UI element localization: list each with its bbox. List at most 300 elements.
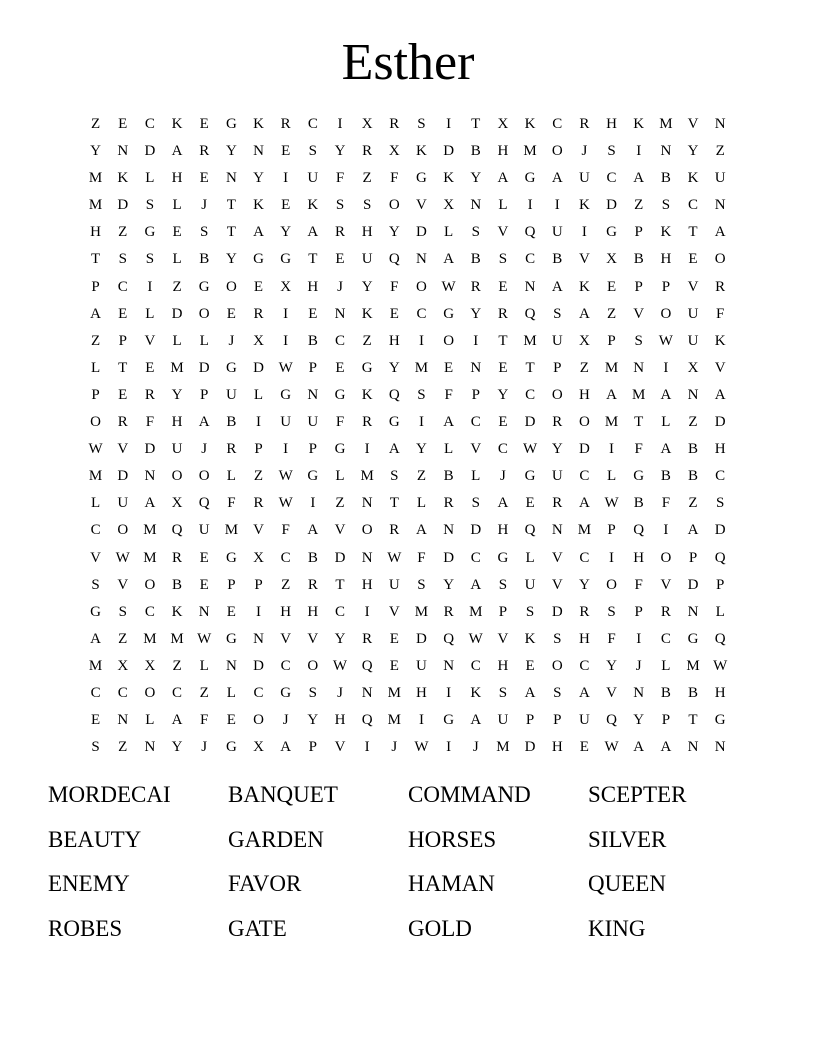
- grid-letter: N: [225, 170, 237, 187]
- grid-letter: B: [633, 495, 644, 512]
- grid-letter: C: [497, 441, 508, 458]
- grid-letter: X: [606, 251, 617, 268]
- grid-letter: Q: [524, 305, 536, 322]
- grid-letter: B: [172, 576, 183, 593]
- grid-letter: S: [471, 495, 480, 512]
- grid-letter: R: [362, 630, 373, 647]
- grid-letter: O: [90, 414, 101, 431]
- grid-letter: T: [471, 116, 481, 132]
- grid-letter: U: [524, 576, 536, 593]
- grid-letter: C: [715, 468, 726, 485]
- grid-letter: S: [118, 251, 127, 268]
- grid-letter: N: [117, 143, 129, 160]
- grid-letter: G: [198, 278, 210, 295]
- grid-letter: E: [308, 305, 318, 322]
- grid-letter: O: [117, 522, 129, 539]
- grid-letter: G: [225, 739, 237, 756]
- grid-letter: W: [115, 549, 130, 566]
- grid-letter: I: [609, 549, 615, 566]
- grid-row: [82, 111, 734, 138]
- grid-letter: S: [553, 684, 562, 701]
- grid-letter: K: [361, 305, 373, 322]
- grid-letter: S: [417, 386, 426, 403]
- grid-letter: J: [337, 278, 343, 295]
- grid-letter: R: [715, 278, 726, 295]
- grid-letter: L: [444, 441, 454, 458]
- grid-letter: F: [200, 712, 209, 729]
- grid-letter: W: [468, 630, 483, 647]
- grid-letter: D: [334, 549, 346, 566]
- grid-letter: P: [200, 386, 209, 403]
- grid-letter: M: [360, 468, 374, 485]
- grid-letter: D: [416, 630, 427, 647]
- grid-letter: N: [524, 278, 536, 295]
- grid-letter: V: [714, 359, 726, 376]
- grid-letter: R: [579, 603, 590, 620]
- grid-letter: R: [280, 116, 291, 132]
- grid-letter: N: [714, 116, 726, 132]
- grid-letter: N: [443, 657, 455, 674]
- grid-letter: M: [496, 739, 510, 756]
- grid-letter: U: [307, 170, 319, 187]
- grid-letter: I: [283, 441, 289, 458]
- grid-letter: C: [90, 522, 101, 539]
- grid-row: [82, 707, 734, 734]
- grid-letter: R: [334, 224, 345, 241]
- grid-letter: R: [117, 414, 128, 431]
- grid-letter: D: [714, 414, 726, 431]
- grid-letter: Y: [687, 143, 699, 160]
- grid-letter: A: [660, 739, 672, 756]
- grid-letter: H: [334, 712, 346, 729]
- grid-letter: W: [88, 441, 103, 458]
- grid-letter: R: [443, 603, 454, 620]
- grid-letter: R: [497, 305, 508, 322]
- grid-letter: E: [579, 739, 589, 756]
- grid-letter: O: [253, 712, 264, 729]
- grid-letter: P: [308, 359, 317, 376]
- grid-letter: D: [117, 197, 129, 214]
- grid-letter: F: [417, 549, 426, 566]
- grid-letter: I: [554, 197, 560, 214]
- grid-letter: E: [199, 549, 209, 566]
- grid-letter: C: [470, 414, 481, 431]
- word-list: [48, 773, 768, 951]
- grid-letter: G: [144, 224, 156, 241]
- grid-letter: L: [172, 251, 182, 268]
- grid-letter: A: [714, 386, 726, 403]
- grid-letter: F: [145, 414, 155, 431]
- grid-letter: K: [443, 170, 455, 187]
- grid-letter: P: [227, 576, 236, 593]
- grid-letter: L: [661, 657, 671, 674]
- grid-letter: J: [282, 712, 289, 729]
- grid-letter: X: [144, 657, 156, 674]
- grid-letter: D: [714, 522, 726, 539]
- grid-letter: M: [143, 522, 157, 539]
- grid-letter: F: [281, 522, 290, 539]
- grid-letter: W: [604, 495, 619, 512]
- grid-letter: Y: [578, 576, 590, 593]
- grid-letter: K: [361, 386, 373, 403]
- grid-letter: Y: [334, 630, 346, 647]
- grid-letter: E: [118, 305, 128, 322]
- grid-letter: S: [471, 224, 480, 241]
- grid-letter: Y: [171, 386, 183, 403]
- grid-letter: L: [444, 224, 454, 241]
- grid-letter: W: [387, 549, 402, 566]
- grid-letter: Q: [361, 712, 373, 729]
- grid-letter: O: [416, 278, 427, 295]
- grid-letter: H: [171, 170, 183, 187]
- grid-letter: K: [660, 224, 672, 241]
- grid-row: [82, 572, 734, 599]
- grid-letter: E: [118, 386, 128, 403]
- grid-letter: V: [497, 224, 509, 241]
- letter-grid: [82, 111, 734, 761]
- grid-letter: U: [714, 170, 726, 187]
- grid-letter: N: [714, 739, 726, 756]
- grid-letter: A: [90, 630, 101, 647]
- grid-letter: O: [551, 143, 563, 160]
- grid-letter: N: [551, 522, 563, 539]
- grid-letter: T: [335, 576, 345, 593]
- grid-letter: E: [389, 630, 399, 647]
- grid-letter: M: [387, 712, 401, 729]
- grid-letter: C: [416, 305, 427, 322]
- grid-letter: W: [658, 332, 673, 349]
- grid-letter: O: [198, 305, 210, 322]
- grid-letter: X: [687, 359, 699, 376]
- grid-letter: K: [524, 630, 536, 647]
- grid-letter: H: [361, 224, 373, 241]
- grid-letter: T: [688, 712, 698, 729]
- grid-letter: H: [497, 657, 509, 674]
- grid-letter: E: [172, 224, 182, 241]
- grid-letter: I: [147, 278, 153, 295]
- grid-letter: V: [687, 116, 699, 132]
- grid-letter: E: [226, 712, 236, 729]
- grid-letter: R: [253, 305, 264, 322]
- grid-letter: Y: [470, 305, 482, 322]
- grid-letter: C: [525, 386, 536, 403]
- grid-letter: M: [686, 657, 700, 674]
- grid-letter: T: [389, 495, 399, 512]
- grid-row: [82, 436, 734, 463]
- grid-letter: G: [225, 549, 237, 566]
- grid-letter: G: [388, 414, 400, 431]
- grid-letter: G: [307, 468, 319, 485]
- grid-letter: P: [254, 441, 263, 458]
- grid-letter: T: [688, 224, 698, 241]
- grid-letter: V: [687, 278, 699, 295]
- grid-letter: L: [525, 549, 535, 566]
- grid-letter: G: [280, 386, 292, 403]
- grid-letter: V: [253, 522, 264, 539]
- grid-letter: D: [524, 414, 536, 431]
- word-list-item: GARDEN: [228, 826, 324, 852]
- grid-letter: A: [470, 576, 482, 593]
- grid-letter: Z: [118, 630, 128, 647]
- grid-letter: E: [335, 251, 345, 268]
- grid-letter: M: [523, 143, 537, 160]
- grid-letter: R: [443, 495, 454, 512]
- grid-letter: Y: [334, 143, 346, 160]
- grid-letter: O: [144, 576, 156, 593]
- grid-letter: R: [307, 576, 318, 593]
- grid-letter: S: [716, 495, 725, 512]
- grid-letter: A: [253, 224, 264, 241]
- grid-letter: N: [443, 522, 455, 539]
- grid-letter: H: [416, 684, 427, 701]
- grid-letter: K: [307, 197, 319, 214]
- grid-letter: H: [606, 116, 617, 132]
- grid-letter: M: [604, 414, 619, 431]
- grid-letter: W: [414, 739, 429, 756]
- grid-letter: N: [307, 386, 319, 403]
- grid-letter: R: [253, 495, 264, 512]
- grid-letter: I: [446, 116, 452, 132]
- grid-letter: S: [200, 224, 209, 241]
- grid-letter: C: [334, 332, 345, 349]
- grid-letter: T: [634, 414, 644, 431]
- grid-letter: E: [335, 359, 345, 376]
- grid-letter: N: [714, 197, 726, 214]
- grid-letter: L: [145, 305, 155, 322]
- grid-letter: T: [226, 224, 236, 241]
- grid-letter: Z: [634, 197, 644, 214]
- grid-letter: T: [118, 359, 128, 376]
- grid-letter: M: [577, 522, 592, 539]
- grid-letter: V: [633, 305, 645, 322]
- grid-letter: A: [551, 278, 563, 295]
- grid-letter: Q: [714, 549, 726, 566]
- grid-letter: C: [144, 603, 155, 620]
- grid-letter: N: [416, 251, 427, 268]
- grid-letter: H: [714, 684, 726, 701]
- grid-letter: J: [391, 739, 398, 756]
- grid-letter: M: [632, 386, 646, 403]
- grid-letter: Y: [606, 657, 617, 674]
- grid-letter: V: [606, 684, 617, 701]
- grid-letter: L: [199, 657, 209, 674]
- grid-letter: A: [171, 712, 183, 729]
- grid-letter: A: [633, 739, 645, 756]
- grid-letter: N: [334, 305, 346, 322]
- grid-letter: P: [308, 739, 317, 756]
- grid-letter: W: [278, 468, 293, 485]
- grid-letter: D: [470, 522, 482, 539]
- grid-letter: O: [551, 386, 563, 403]
- grid-letter: P: [471, 386, 480, 403]
- grid-letter: S: [145, 251, 155, 268]
- grid-letter: Q: [524, 522, 536, 539]
- grid-letter: M: [604, 359, 619, 376]
- grid-letter: D: [551, 603, 563, 620]
- grid-letter: O: [144, 684, 156, 701]
- grid-letter: G: [416, 170, 427, 187]
- grid-letter: V: [117, 441, 129, 458]
- word-list-item: GATE: [228, 915, 287, 941]
- grid-letter: Z: [90, 332, 101, 349]
- grid-letter: B: [443, 468, 454, 485]
- grid-letter: R: [470, 278, 481, 295]
- grid-letter: Z: [335, 495, 345, 512]
- grid-letter: S: [145, 197, 155, 214]
- grid-row: [82, 599, 734, 626]
- grid-letter: U: [497, 712, 509, 729]
- grid-letter: K: [253, 116, 264, 132]
- grid-letter: P: [634, 224, 643, 241]
- grid-letter: M: [88, 197, 103, 214]
- grid-letter: V: [144, 332, 156, 349]
- grid-letter: B: [199, 251, 210, 268]
- grid-letter: A: [606, 386, 617, 403]
- grid-letter: M: [387, 684, 401, 701]
- grid-letter: C: [90, 684, 101, 701]
- grid-letter: N: [253, 630, 264, 647]
- grid-letter: K: [171, 116, 183, 132]
- grid-letter: I: [283, 305, 289, 322]
- grid-letter: Z: [90, 116, 101, 132]
- grid-letter: Y: [171, 739, 183, 756]
- grid-letter: I: [364, 739, 370, 756]
- grid-letter: M: [143, 630, 157, 647]
- grid-letter: L: [145, 170, 155, 187]
- grid-letter: E: [688, 251, 698, 268]
- grid-letter: S: [498, 684, 508, 701]
- grid-letter: Z: [579, 359, 589, 376]
- grid-letter: D: [253, 359, 264, 376]
- grid-letter: A: [443, 414, 455, 431]
- grid-letter: P: [634, 603, 643, 620]
- grid-letter: N: [253, 143, 264, 160]
- grid-letter: A: [144, 495, 156, 512]
- grid-letter: W: [604, 739, 619, 756]
- grid-letter: H: [578, 386, 590, 403]
- grid-letter: F: [227, 495, 236, 512]
- grid-letter: N: [144, 468, 156, 485]
- grid-letter: J: [337, 684, 343, 701]
- word-list-item: HORSES: [408, 826, 497, 852]
- grid-letter: W: [441, 278, 456, 295]
- grid-letter: P: [661, 278, 671, 295]
- word-list-item: GOLD: [408, 915, 472, 941]
- grid-letter: E: [118, 116, 128, 132]
- grid-letter: G: [633, 468, 645, 485]
- grid-letter: E: [226, 305, 236, 322]
- grid-letter: N: [198, 603, 210, 620]
- grid-letter: G: [253, 251, 264, 268]
- grid-letter: P: [91, 386, 100, 403]
- grid-letter: B: [226, 414, 237, 431]
- grid-letter: U: [171, 441, 183, 458]
- grid-letter: Q: [633, 522, 645, 539]
- grid-letter: B: [552, 251, 563, 268]
- grid-letter: M: [414, 603, 429, 620]
- grid-letter: V: [307, 630, 319, 647]
- grid-letter: N: [144, 739, 156, 756]
- grid-letter: G: [280, 251, 292, 268]
- grid-letter: N: [687, 386, 699, 403]
- grid-letter: S: [553, 305, 562, 322]
- grid-letter: I: [636, 143, 642, 160]
- grid-letter: O: [578, 414, 590, 431]
- grid-letter: F: [634, 441, 643, 458]
- grid-letter: O: [606, 576, 617, 593]
- grid-letter: I: [581, 224, 587, 241]
- grid-letter: Q: [171, 522, 183, 539]
- grid-letter: L: [606, 468, 617, 485]
- grid-letter: A: [470, 712, 482, 729]
- grid-letter: C: [579, 549, 590, 566]
- grid-letter: S: [91, 576, 100, 593]
- grid-row: [82, 734, 734, 761]
- grid-letter: F: [444, 386, 453, 403]
- grid-letter: N: [470, 359, 482, 376]
- word-list-item: KING: [588, 915, 646, 941]
- grid-letter: Q: [714, 630, 726, 647]
- word-list-item: SILVER: [588, 826, 667, 852]
- grid-letter: P: [688, 549, 698, 566]
- grid-row: [82, 301, 734, 328]
- grid-letter: V: [416, 197, 427, 214]
- grid-letter: Y: [307, 712, 319, 729]
- grid-letter: O: [714, 251, 726, 268]
- grid-letter: M: [143, 549, 157, 566]
- grid-letter: O: [551, 657, 563, 674]
- grid-letter: W: [197, 630, 212, 647]
- grid-letter: I: [418, 332, 424, 349]
- grid-letter: C: [334, 603, 345, 620]
- grid-letter: L: [172, 332, 182, 349]
- grid-letter: N: [633, 359, 645, 376]
- grid-row: [82, 138, 734, 165]
- grid-letter: S: [417, 576, 426, 593]
- grid-letter: R: [579, 116, 590, 132]
- grid-letter: Y: [470, 170, 482, 187]
- grid-letter: Y: [280, 224, 292, 241]
- grid-letter: Y: [361, 278, 373, 295]
- grid-letter: E: [199, 576, 209, 593]
- grid-letter: T: [498, 332, 508, 349]
- grid-letter: U: [225, 386, 237, 403]
- grid-letter: K: [578, 278, 590, 295]
- word-list-item: SCEPTER: [588, 782, 687, 807]
- grid-letter: Z: [688, 414, 698, 431]
- grid-letter: Y: [633, 712, 645, 729]
- grid-letter: S: [335, 197, 345, 214]
- grid-letter: I: [310, 495, 316, 512]
- grid-letter: D: [524, 739, 536, 756]
- grid-letter: C: [117, 278, 128, 295]
- grid-letter: X: [253, 549, 264, 566]
- grid-letter: I: [609, 441, 615, 458]
- grid-letter: K: [470, 684, 482, 701]
- grid-letter: G: [90, 603, 101, 620]
- grid-letter: X: [497, 116, 509, 132]
- grid-letter: I: [418, 414, 424, 431]
- grid-letter: V: [388, 603, 400, 620]
- grid-letter: P: [553, 712, 562, 729]
- grid-letter: S: [417, 116, 426, 132]
- grid-letter: O: [388, 197, 400, 214]
- grid-letter: J: [581, 143, 588, 160]
- grid-letter: I: [636, 630, 642, 647]
- grid-letter: T: [90, 251, 101, 268]
- grid-letter: V: [578, 251, 590, 268]
- grid-letter: I: [256, 603, 262, 620]
